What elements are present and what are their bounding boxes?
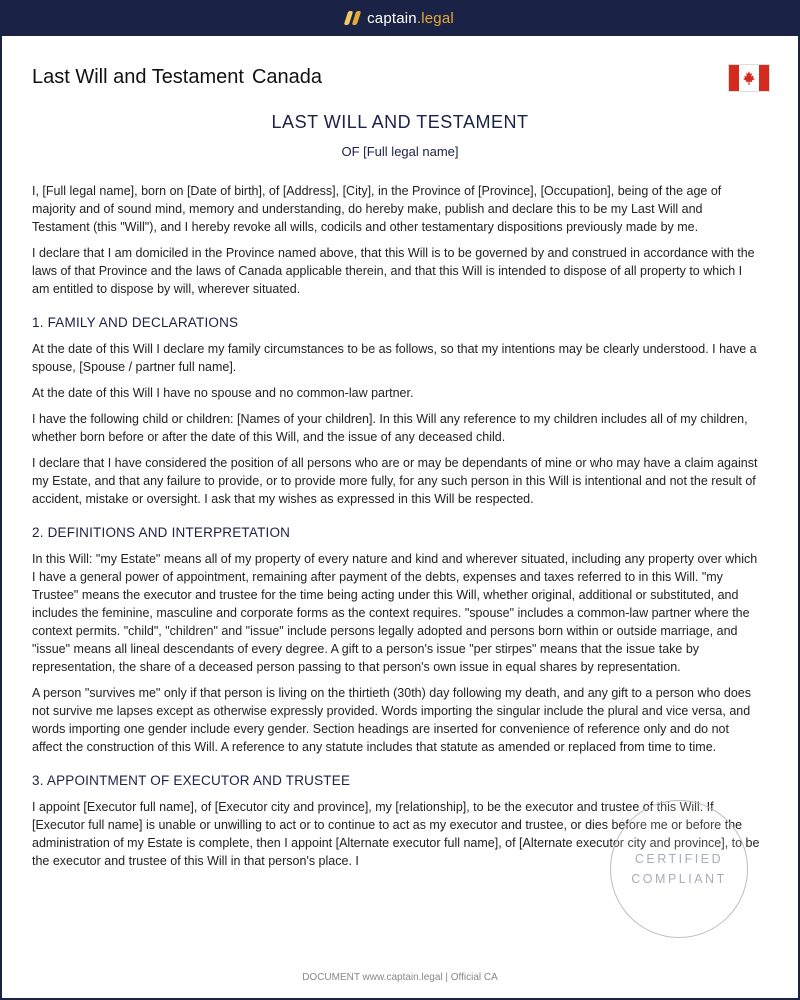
section-heading: 3. APPOINTMENT OF EXECUTOR AND TRUSTEE: [32, 773, 351, 788]
brand-accent: .legal: [416, 9, 454, 27]
brand-mark-icon: [346, 11, 359, 25]
brand-name: captain: [367, 9, 417, 27]
section-heading: 2. DEFINITIONS AND INTERPRETATION: [32, 525, 291, 540]
header-country: Canada: [251, 66, 323, 88]
section-paragraph: A person "survives me" only if that person is living on the thirtieth (30th) day following my death, and any gift to a person who does not survive me lapses except as otherwise expressly provided. Words importing the singular include the plural and vice versa, and words importing one gender include every gender. Section headings are inserted for convenience of reference only and do not affect the construction of this Will. A reference to any statute includes that statute as amended or replaced from time to time.: [32, 686, 751, 754]
top-bar: [0, 0, 800, 36]
document-body: [32, 182, 760, 878]
certified-compliant-stamp: [610, 800, 748, 938]
document-page: [2, 36, 798, 998]
document-title: LAST WILL AND TESTAMENT: [271, 112, 529, 132]
section-heading: 1. FAMILY AND DECLARATIONS: [32, 315, 239, 330]
canada-flag-icon: [728, 64, 770, 92]
stamp-line: COMPLIANT: [631, 872, 727, 886]
section-paragraph: I have the following child or children: [Names of your children]. In this Will any reference to my children includes all of my children, whether born before or after the date of this Will, and the issue of any deceased child.: [32, 412, 748, 444]
section-paragraph: I appoint [Executor full name], of [Executor city and province], my [relationship], to be the executor and trustee of this Will. If [Executor full name] is unable or unwilling to act or to continue to act as my executor and trustee, or dies before me or before the administration of my Estate is complete, then I appoint [Alternate executor full name], of [Alternate executor city and province], to be the executor and trustee of this Will in that person's place. I: [32, 800, 760, 868]
section-paragraph: At the date of this Will I declare my family circumstances to be as follows, so that my intentions may be clearly understood. I have a spouse, [Spouse / partner full name].: [32, 342, 757, 374]
section-paragraph: I declare that I have considered the position of all persons who are or may be dependants of mine or who may have a claim against my Estate, and that any failure to provide, or to provide more fully, for any such person in this Will is intentional and not the result of accident, mistake or oversight. I ask that my wishes as expressed in this Will be respected.: [32, 456, 758, 506]
document-subtitle: OF [Full legal name]: [341, 144, 459, 159]
stamp-line: CERTIFIED: [634, 852, 724, 866]
document-header: [32, 66, 330, 89]
intro-paragraph: I declare that I am domiciled in the Province named above, that this Will is to be governed by and construed in accordance with the laws of that Province and the laws of Canada applicable therein, and that this Will is intended to dispose of all property to which I am entitled to dispose by will, wherever situated.: [32, 246, 755, 296]
brand-logo[interactable]: [346, 10, 454, 27]
intro-paragraph: I, [Full legal name], born on [Date of birth], of [Address], [City], in the Province of [Province], [Occupation], being of the age of majority and of sound mind, memory and understanding, do hereby make, publish and declare this to be my Last Will and Testament (this "Will"), and I hereby revoke all wills, codicils and other testamentary dispositions previously made by me.: [32, 184, 722, 234]
section-paragraph: At the date of this Will I have no spouse and no common-law partner.: [32, 386, 414, 400]
document-footer: DOCUMENT www.captain.legal | Official CA: [302, 972, 498, 983]
section-paragraph: In this Will: "my Estate" means all of my property of every nature and kind and wherever situated, including any property over which I have a general power of appointment, remaining after payment of the debts, expenses and taxes referred to in this Will. "my Trustee" means the executor and trustee for the time being acting under this Will, whether original, additional or substituted, and includes the feminine, masculine and corporate forms as the context requires. "spouse" includes a common-law partner where the context permits. "child", "children" and "issue" include persons legally adopted and persons born within or outside marriage, and "issue" means all lineal descendants of every degree. A gift to a person's issue "per stirpes" means that the issue take by representation, the share of a deceased person passing to that person's own issue in equal shares by representation.: [32, 552, 758, 674]
header-title: Last Will and Testament: [32, 66, 244, 88]
